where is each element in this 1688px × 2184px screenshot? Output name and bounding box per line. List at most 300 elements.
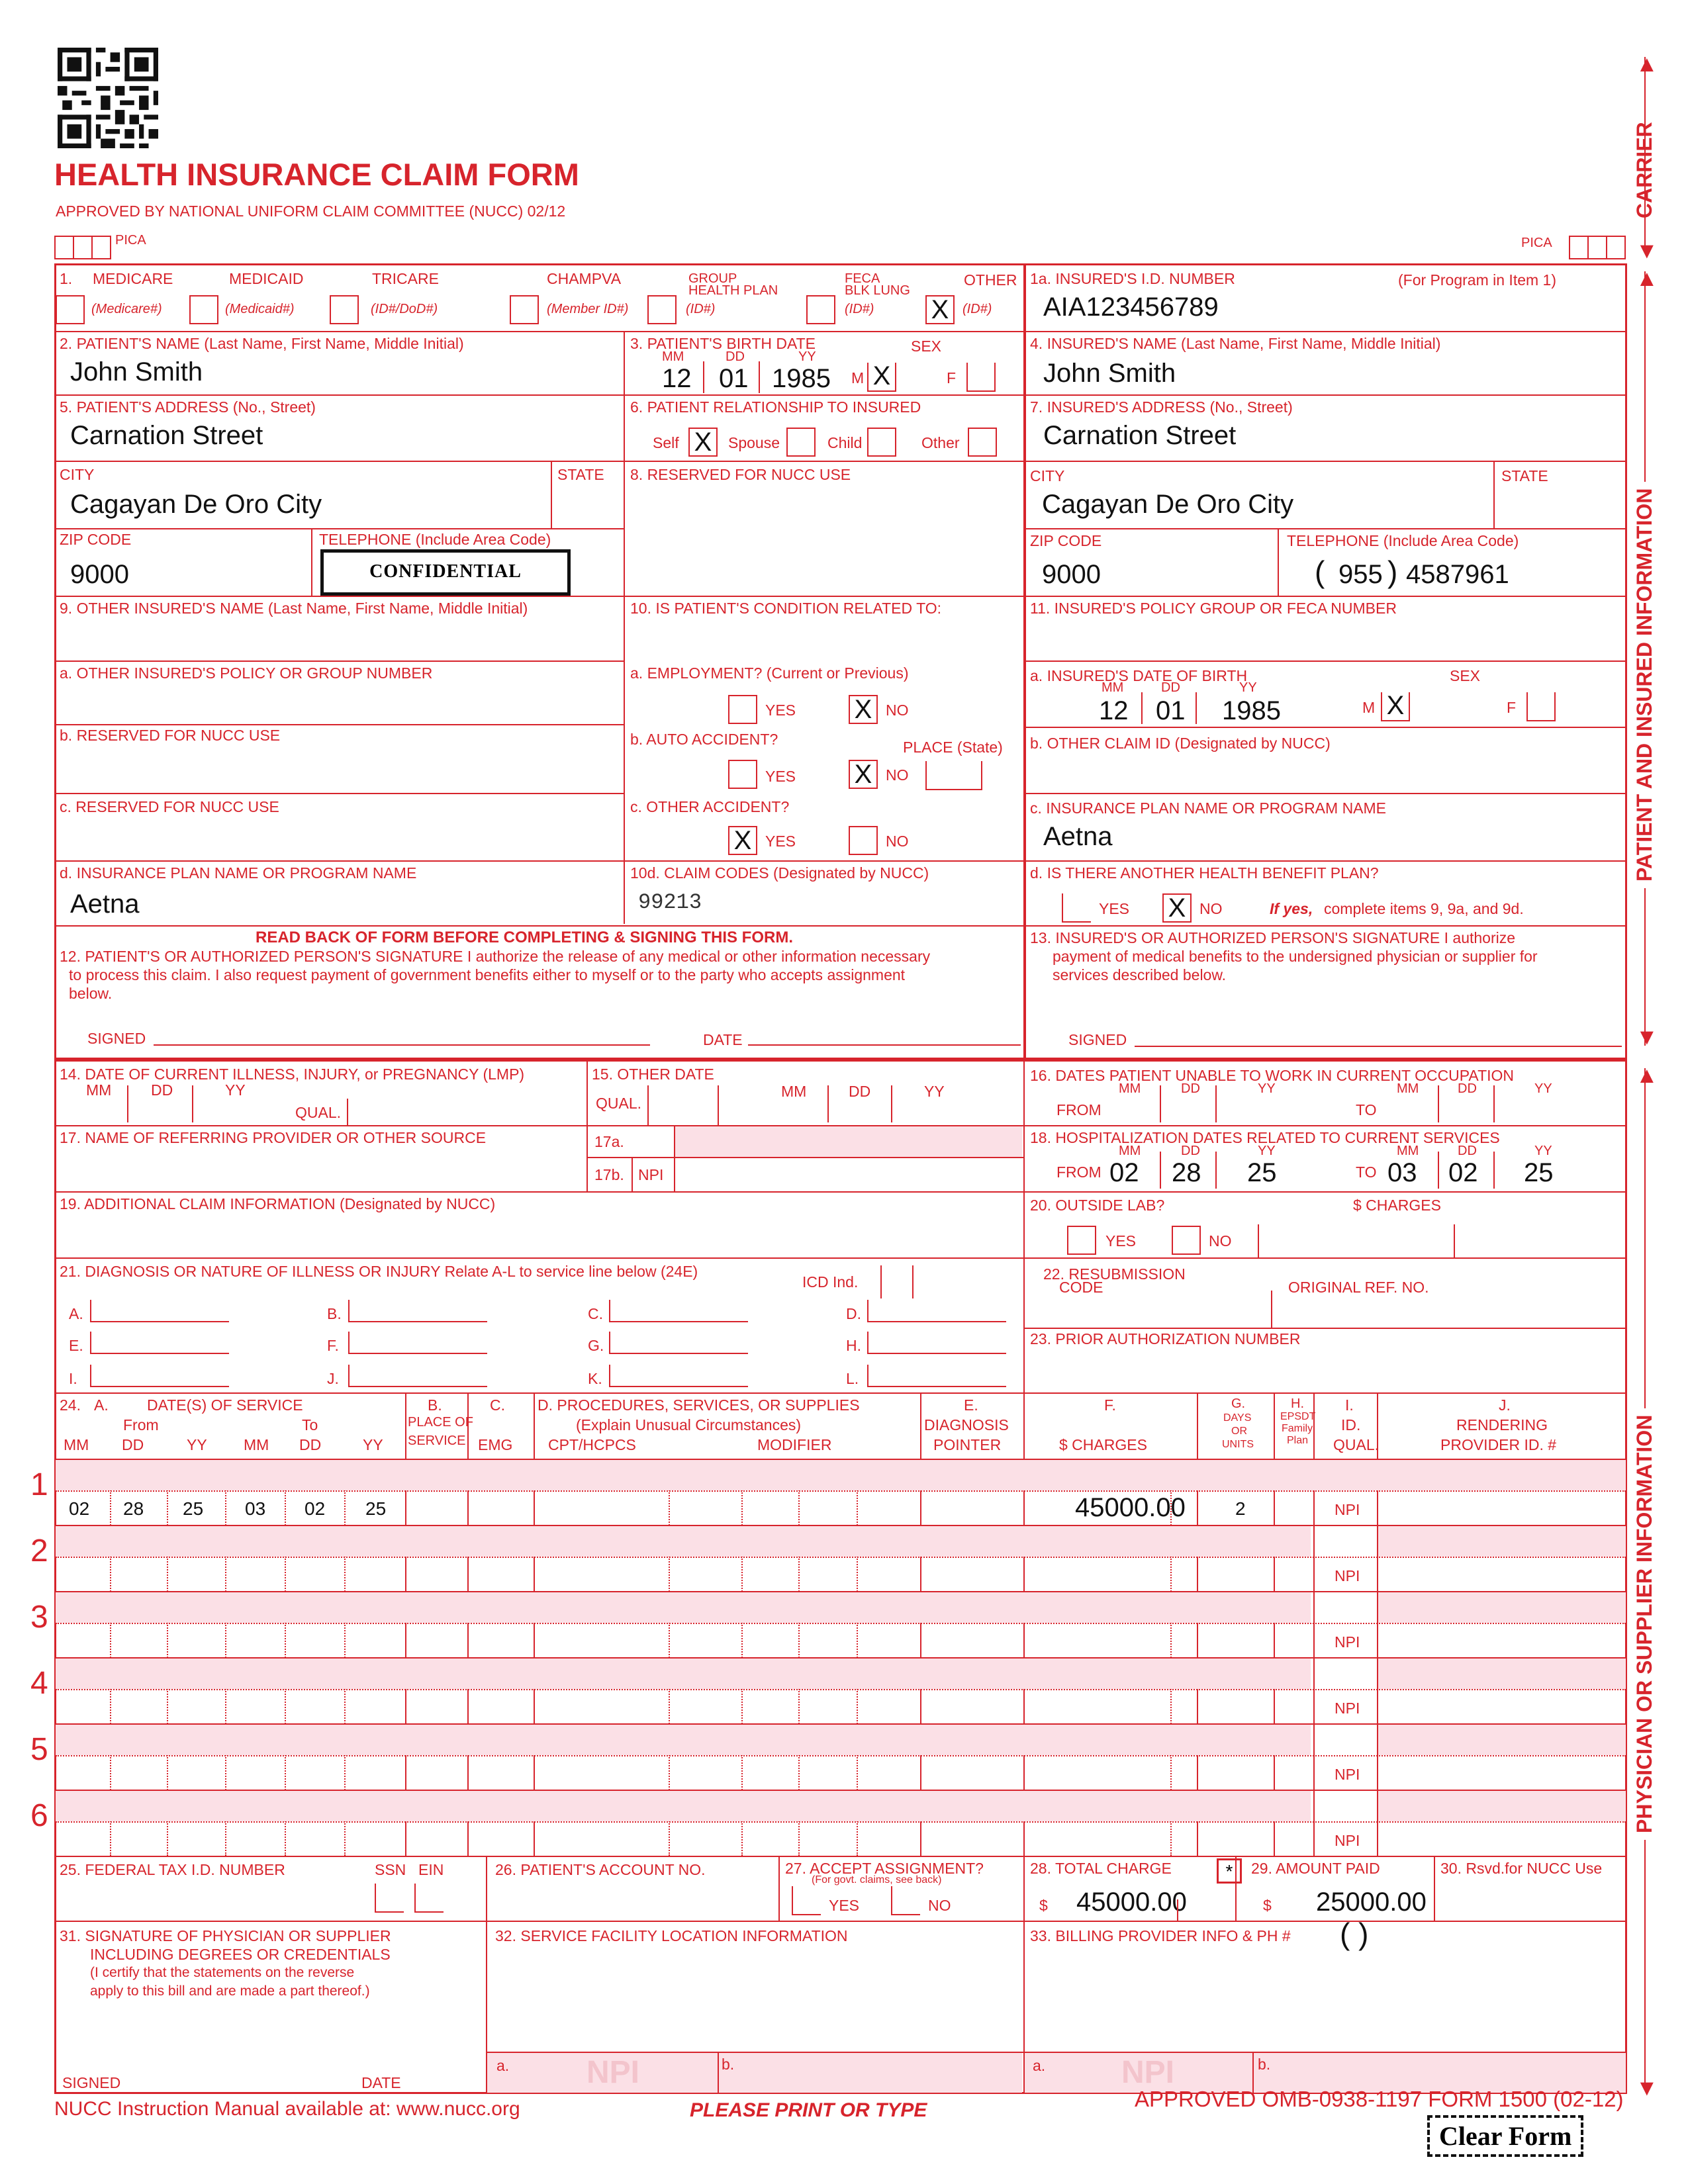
diagnosis-field[interactable] [348,1321,487,1322]
pica-box-right [1569,236,1626,259]
f8-label: 8. RESERVED FOR NUCC USE [630,466,851,483]
auto-accident-no-checkbox[interactable]: X [849,760,878,789]
line1-from-mm[interactable]: 02 [69,1498,90,1519]
champva-sub: (Member ID#) [547,302,629,316]
f10b-label: b. AUTO ACCIDENT? [630,731,778,748]
patient-sex-f-checkbox[interactable] [966,363,996,392]
f10b-yes: YES [765,768,796,785]
f32-label: 32. SERVICE FACILITY LOCATION INFORMATION [495,1927,848,1944]
f24-modifier: MODIFIER [757,1436,832,1453]
f16-mm1: MM [1119,1081,1141,1096]
f17b-label: 17b. [594,1166,624,1183]
f11d-yes: YES [1099,900,1130,917]
f24-j2: RENDERING [1456,1416,1548,1433]
f18-from: FROM [1056,1163,1102,1181]
diagnosis-letter: I. [69,1370,77,1387]
service-line-shaded[interactable] [56,1659,1311,1689]
other-accident-yes-checkbox[interactable]: X [728,826,757,855]
f18-label: 18. HOSPITALIZATION DATES RELATED TO CURRENT SERVICES [1030,1129,1500,1146]
f19-label: 19. ADDITIONAL CLAIM INFORMATION (Designated by NUCC) [60,1195,496,1212]
service-line-number: 3 [30,1600,48,1635]
f24-dd1: DD [122,1436,144,1453]
total-charge-field[interactable]: 45000.00 [1076,1888,1187,1917]
service-line-shaded[interactable] [56,1460,1626,1490]
hosp-to-dd-field[interactable]: 02 [1448,1158,1478,1187]
patient-telephone-field[interactable]: CONFIDENTIAL [320,549,571,596]
f12-line3: below. [69,985,113,1002]
medicaid-label: MEDICAID [229,270,304,287]
amount-paid-field[interactable]: 25000.00 [1316,1888,1427,1917]
another-plan-no-checkbox[interactable]: X [1162,893,1192,923]
f3-label: 3. PATIENT'S BIRTH DATE [630,335,816,352]
insured-address-field[interactable]: Carnation Street [1043,421,1237,450]
paren-open: ( [1315,555,1325,589]
f24-b3: SERVICE [408,1433,466,1448]
service-line-provider-shaded[interactable] [1378,1659,1626,1689]
f9-label: 9. OTHER INSURED'S NAME (Last Name, First Name, Middle Initial) [60,600,528,617]
birth-yy-field[interactable]: 1985 [772,364,831,393]
patient-signature-date-line[interactable] [748,1044,1021,1046]
outside-lab-no-checkbox[interactable] [1172,1226,1201,1255]
f14-dd: DD [151,1081,173,1099]
f11a-dd: DD [1161,680,1180,695]
f24-g: G. [1231,1396,1246,1411]
f28-label: 28. TOTAL CHARGE [1030,1860,1172,1877]
f13-signed: SIGNED [1068,1031,1127,1048]
clear-form-button[interactable]: Clear Form [1427,2115,1583,2157]
f33-npi-watermark: NPI [1121,2055,1175,2090]
service-line-npi: NPI [1335,1501,1360,1518]
f14-yy: YY [225,1081,246,1099]
insured-birth-dd-field[interactable]: 01 [1156,696,1186,725]
f12-signed: SIGNED [87,1030,146,1047]
accept-assignment-no-checkbox[interactable] [891,1886,920,1915]
medicaid-checkbox[interactable] [189,295,218,324]
footer-manual: NUCC Instruction Manual available at: www.nucc.org [54,2098,520,2120]
f1a-label: 1a. INSURED'S I.D. NUMBER [1030,270,1235,287]
f27-note: (For govt. claims, see back) [812,1874,942,1886]
f11d-label: d. IS THERE ANOTHER HEALTH BENEFIT PLAN? [1030,864,1379,882]
diagnosis-letter: F. [327,1337,339,1354]
insured-name-field[interactable]: John Smith [1043,359,1176,388]
f14-mm: MM [86,1081,112,1099]
f32-b: b. [722,2056,735,2073]
relationship-other-checkbox[interactable] [968,428,997,457]
f9b-label: b. RESERVED FOR NUCC USE [60,727,281,744]
diagnosis-field[interactable] [348,1386,487,1387]
f24-mm1: MM [64,1436,89,1453]
insured-zip-field[interactable]: 9000 [1042,560,1101,589]
f28-dollar: $ [1039,1897,1048,1914]
f5-state-label: STATE [557,466,604,483]
f10-label: 10. IS PATIENT'S CONDITION RELATED TO: [630,600,942,617]
insured-city-field[interactable]: Cagayan De Oro City [1042,490,1294,519]
f5-tel-label: TELEPHONE (Include Area Code) [319,531,551,548]
carrier-arrow-up: ▲ [1636,52,1658,77]
f16-yy1: YY [1258,1081,1276,1096]
f24-e3: POINTER [933,1436,1002,1453]
line1-to-dd[interactable]: 02 [305,1498,326,1519]
f10c-label: c. OTHER ACCIDENT? [630,798,790,815]
diagnosis-field[interactable] [90,1386,229,1387]
f24-h: H. [1291,1396,1304,1411]
f6-spouse: Spouse [728,434,780,451]
insurance-plan-name-field[interactable]: Aetna [1043,822,1113,851]
f9a-label: a. OTHER INSURED'S POLICY OR GROUP NUMBER [60,664,433,682]
f24-g4: UNITS [1222,1439,1254,1450]
f25-label: 25. FEDERAL TAX I.D. NUMBER [60,1861,285,1878]
patient-signature-line[interactable] [154,1044,650,1046]
birth-dd-field[interactable]: 01 [719,364,749,393]
diagnosis-field[interactable] [90,1321,229,1322]
line1-to-mm[interactable]: 03 [245,1498,266,1519]
f15-mm: MM [781,1083,807,1100]
f3-dd: DD [726,349,745,364]
f11a-f: F [1507,699,1517,716]
f28-star: * [1217,1858,1242,1884]
f11d-note-bold: If yes, [1270,900,1313,917]
insured-sex-m-checkbox[interactable]: X [1381,692,1410,721]
f32-band [487,2053,1022,2093]
f11a-sex: SEX [1450,667,1481,684]
f25-ssn: SSN [375,1861,406,1878]
f14-qual: QUAL. [295,1104,342,1121]
f10c-no: NO [886,833,909,850]
f24-i2: ID. [1341,1416,1361,1433]
f24-b2: PLACE OF [408,1415,473,1430]
tax-ssn-checkbox[interactable] [375,1884,404,1913]
relationship-child-checkbox[interactable] [867,428,896,457]
form-title: HEALTH INSURANCE CLAIM FORM [54,157,579,192]
service-line-number: 5 [30,1732,48,1767]
f16-from: FROM [1056,1101,1102,1118]
f24-h4: Plan [1287,1435,1309,1446]
f23-label: 23. PRIOR AUTHORIZATION NUMBER [1030,1330,1301,1347]
line1-to-yy[interactable]: 25 [365,1498,387,1519]
f31-line4: apply to this bill and are made a part thereof.) [90,1983,370,1999]
f16-yy2: YY [1534,1081,1552,1096]
read-back-notice: READ BACK OF FORM BEFORE COMPLETING & SIGNING THIS FORM. [256,929,793,946]
f18-dd2: DD [1458,1144,1477,1158]
insured-birth-yy-field[interactable]: 1985 [1222,696,1281,725]
f30-label: 30. Rsvd.for NUCC Use [1440,1860,1603,1877]
diagnosis-letter: E. [69,1337,83,1354]
f4-label: 4. INSURED'S NAME (Last Name, First Name, Middle Initial) [1030,335,1441,352]
diagnosis-field[interactable] [609,1321,748,1322]
other-checkbox[interactable]: X [925,295,955,324]
feca-sub: (ID#) [845,302,874,316]
service-line-provider-shaded[interactable] [1378,1791,1626,1821]
f17b-npi: NPI [638,1166,664,1183]
insured-area-code-field[interactable]: 955 [1338,560,1383,589]
employment-yes-checkbox[interactable] [728,695,757,724]
footer-print: PLEASE PRINT OR TYPE [690,2099,927,2121]
another-plan-yes-checkbox[interactable] [1062,893,1091,923]
tricare-checkbox[interactable] [330,295,359,324]
other-label: OTHER [964,271,1017,289]
service-line-provider-shaded[interactable] [1378,1725,1626,1755]
f24-h3: Family [1282,1423,1313,1434]
f31-date: DATE [361,2074,401,2091]
line1-from-dd[interactable]: 28 [123,1498,144,1519]
qr-code [57,48,159,148]
f16-to: TO [1356,1101,1377,1118]
f17a-band [674,1126,1022,1157]
f10b-place: PLACE (State) [903,739,1003,756]
paren-close: ) [1387,555,1398,589]
group-checkbox[interactable] [647,295,677,324]
f11b-label: b. OTHER CLAIM ID (Designated by NUCC) [1030,735,1331,752]
group-label-2: HEALTH PLAN [688,283,778,298]
employment-no-checkbox[interactable]: X [849,695,878,724]
f24-j3: PROVIDER ID. # [1440,1436,1557,1453]
f10a-no: NO [886,702,909,719]
f24-num: 24. [60,1396,81,1414]
f7-label: 7. INSURED'S ADDRESS (No., Street) [1030,398,1293,416]
diagnosis-letter: K. [588,1370,602,1387]
tax-ein-checkbox[interactable] [414,1884,444,1913]
auto-accident-state-field[interactable] [925,761,982,790]
f3-sex: SEX [911,338,942,355]
f24-g2: DAYS [1223,1412,1252,1424]
relationship-spouse-checkbox[interactable] [786,428,816,457]
f26-label: 26. PATIENT'S ACCOUNT NO. [495,1861,706,1878]
f11d-no: NO [1199,900,1223,917]
auto-accident-yes-checkbox[interactable] [728,760,757,789]
service-line-shaded[interactable] [56,1791,1311,1821]
f24-d: D. PROCEDURES, SERVICES, OR SUPPLIES [538,1396,860,1414]
diagnosis-field[interactable] [609,1386,748,1387]
f5-city-label: CITY [60,466,95,483]
f24-f2: $ CHARGES [1059,1436,1147,1453]
f3-f: F [947,369,957,387]
diagnosis-field[interactable] [609,1353,748,1354]
hosp-to-yy-field[interactable]: 25 [1524,1158,1554,1187]
diagnosis-field[interactable] [867,1386,1006,1387]
patient-city-field[interactable]: Cagayan De Oro City [70,490,322,519]
f3-mm: MM [662,349,684,364]
f7-state-label: STATE [1501,467,1548,484]
f24-g3: OR [1231,1426,1247,1437]
f3-m: M [851,369,865,387]
outside-lab-yes-checkbox[interactable] [1067,1226,1096,1255]
f16-dd2: DD [1458,1081,1477,1096]
f16-mm2: MM [1397,1081,1419,1096]
footer-omb: APPROVED OMB-0938-1197 FORM 1500 (02-12) [1135,2087,1624,2111]
hosp-to-mm-field[interactable]: 03 [1387,1158,1417,1187]
f11a-yy: YY [1239,680,1257,695]
f22-code: CODE [1059,1279,1103,1296]
f10d-label: 10d. CLAIM CODES (Designated by NUCC) [630,864,929,882]
f24-yy1: YY [187,1436,207,1453]
diagnosis-field[interactable] [867,1353,1006,1354]
patient-address-field[interactable]: Carnation Street [70,421,263,450]
f10b-no: NO [886,766,909,784]
f32-a: a. [496,2057,510,2074]
service-line-number: 4 [30,1666,48,1701]
f33-label: 33. BILLING PROVIDER INFO & PH # [1030,1927,1291,1944]
f10a-yes: YES [765,702,796,719]
pica-box-left [54,236,111,259]
pica-label-right: PICA [1521,236,1552,250]
f24-h2: EPSDT [1280,1411,1316,1422]
service-line-shaded[interactable] [56,1526,1311,1557]
service-line-provider-shaded[interactable] [1378,1592,1626,1623]
medicaid-sub: (Medicaid#) [225,302,295,316]
diagnosis-letter: D. [846,1305,861,1322]
pica-label-left: PICA [115,233,146,248]
f24-from: From [123,1416,159,1433]
tricare-label: TRICARE [372,270,439,287]
f15-dd: DD [849,1083,871,1100]
service-line-number: 1 [30,1467,48,1502]
accept-assignment-yes-checkbox[interactable] [792,1886,821,1915]
relationship-self-checkbox[interactable]: X [688,428,718,457]
service-line-npi: NPI [1335,1567,1360,1584]
service-line-shaded[interactable] [56,1592,1311,1623]
f11-label: 11. INSURED'S POLICY GROUP OR FECA NUMBER [1030,600,1397,617]
other-accident-no-checkbox[interactable] [849,826,878,855]
f20-yes: YES [1105,1232,1137,1250]
insured-phone-field[interactable]: 4587961 [1406,560,1509,589]
f18-yy2: YY [1534,1144,1552,1158]
f31-line3: (I certify that the statements on the reverse [90,1965,355,1980]
f15-qual: QUAL. [596,1095,642,1112]
insured-sex-f-checkbox[interactable] [1526,692,1556,721]
f11d-note: complete items 9, 9a, and 9d. [1324,900,1524,917]
f24-e: E. [964,1396,978,1414]
f32-npi-watermark: NPI [586,2055,640,2090]
f18-mm2: MM [1397,1144,1419,1158]
f21-icd: ICD Ind. [802,1273,859,1291]
f7-tel-label: TELEPHONE (Include Area Code) [1287,532,1519,549]
diagnosis-letter: A. [69,1305,83,1322]
f22-label: 22. RESUBMISSION [1043,1265,1186,1283]
other-plan-name-field[interactable]: Aetna [70,889,140,919]
service-line-npi: NPI [1335,1633,1360,1651]
approved-line: APPROVED BY NATIONAL UNIFORM CLAIM COMMITTEE (NUCC) 02/12 [56,203,566,220]
f29-dollar: $ [1263,1897,1272,1914]
f24-j: J. [1499,1396,1511,1414]
patient-name-field[interactable]: John Smith [70,357,203,387]
other-sub: (ID#) [962,302,992,316]
f18-dd1: DD [1181,1144,1200,1158]
diagnosis-letter: G. [588,1337,604,1354]
f24-i: I. [1345,1396,1354,1414]
f9d-label: d. INSURANCE PLAN NAME OR PROGRAM NAME [60,864,417,882]
f18-mm1: MM [1119,1144,1141,1158]
f31-line2: INCLUDING DEGREES OR CREDENTIALS [90,1946,391,1963]
f12-line2: to process this claim. I also request payment of government benefits either to myself or to the party who accepts assignment [69,966,906,983]
f21-label: 21. DIAGNOSIS OR NATURE OF ILLNESS OR INJURY Relate A-L to service line below (24E) [60,1263,698,1280]
patient-sex-m-checkbox[interactable]: X [867,363,896,392]
f16-label: 16. DATES PATIENT UNABLE TO WORK IN CURRENT OCCUPATION [1030,1067,1515,1084]
medicare-checkbox[interactable] [56,295,85,324]
insured-birth-mm-field[interactable]: 12 [1099,696,1129,725]
service-line-npi: NPI [1335,1832,1360,1849]
service-line-provider-shaded[interactable] [1378,1526,1626,1557]
champva-label: CHAMPVA [547,270,622,287]
f25-ein: EIN [418,1861,444,1878]
line1-units[interactable]: 2 [1235,1498,1246,1519]
program-num: 1. [60,270,73,287]
service-line-npi: NPI [1335,1700,1360,1717]
group-sub: (ID#) [686,302,716,316]
f5-label: 5. PATIENT'S ADDRESS (No., Street) [60,398,316,416]
diagnosis-field[interactable] [867,1321,1006,1322]
diagnosis-letter: H. [846,1337,861,1354]
feca-checkbox[interactable] [806,295,835,324]
f27-yes: YES [829,1897,860,1914]
f20-label: 20. OUTSIDE LAB? [1030,1197,1165,1214]
f6-other: Other [921,434,960,451]
insured-signature-line[interactable] [1135,1046,1622,1047]
hosp-from-dd-field[interactable]: 28 [1172,1158,1201,1187]
f13-line2: payment of medical benefits to the undersigned physician or supplier for [1053,948,1538,965]
f31-label: 31. SIGNATURE OF PHYSICIAN OR SUPPLIER [60,1927,391,1944]
feca-label-2: BLK LUNG [845,283,910,298]
f33-b: b. [1258,2056,1271,2073]
diagnosis-letter: L. [846,1370,859,1387]
f22-orig: ORIGINAL REF. NO. [1288,1279,1429,1296]
f6-self: Self [653,434,679,451]
insured-id-field[interactable]: AIA123456789 [1043,293,1219,322]
f24-to: To [302,1416,318,1433]
f24-dd2: DD [299,1436,322,1453]
f20-charges: $ CHARGES [1353,1197,1441,1214]
f13-label: 13. INSURED'S OR AUTHORIZED PERSON'S SIGNATURE I authorize [1030,929,1516,946]
f12-date: DATE [703,1031,743,1048]
f24-d2: (Explain Unusual Circumstances) [576,1416,802,1433]
f24-f: F. [1104,1396,1116,1414]
f11c-label: c. INSURANCE PLAN NAME OR PROGRAM NAME [1030,799,1387,817]
physician-arrow-down: ▼ [1636,2075,1658,2101]
f27-no: NO [928,1897,951,1914]
diagnosis-field[interactable] [348,1353,487,1354]
patient-arrow-down: ▼ [1636,1024,1658,1050]
tricare-sub: (ID#/DoD#) [371,302,438,316]
f15-label: 15. OTHER DATE [592,1066,714,1083]
f10c-yes: YES [765,833,796,850]
medicare-sub: (Medicare#) [91,302,162,316]
line1-from-yy[interactable]: 25 [183,1498,204,1519]
f31-signed: SIGNED [62,2074,121,2091]
f1a-note: (For Program in Item 1) [1398,271,1556,289]
group-label: GROUP [688,271,737,286]
f18-to: TO [1356,1163,1377,1181]
champva-checkbox[interactable] [510,295,539,324]
hosp-from-mm-field[interactable]: 02 [1109,1158,1139,1187]
f6-label: 6. PATIENT RELATIONSHIP TO INSURED [630,398,921,416]
birth-mm-field[interactable]: 12 [662,364,692,393]
f33-paren: ( ) [1340,1917,1369,1951]
f7-city-label: CITY [1030,467,1065,484]
line1-charges[interactable]: 45000.00 [1075,1493,1186,1522]
f13-line3: services described below. [1053,966,1227,983]
service-line-shaded[interactable] [56,1725,1311,1755]
f16-dd1: DD [1181,1081,1200,1096]
service-line-number: 2 [30,1533,48,1569]
f18-yy1: YY [1258,1144,1276,1158]
patient-zip-field[interactable]: 9000 [70,560,129,589]
diagnosis-field[interactable] [90,1353,229,1354]
hosp-from-yy-field[interactable]: 25 [1247,1158,1277,1187]
claim-codes-field[interactable]: 99213 [638,890,702,915]
f24-mm2: MM [244,1436,269,1453]
diagnosis-letter: B. [327,1305,342,1322]
f24-e2: DIAGNOSIS [924,1416,1009,1433]
service-line-number: 6 [30,1798,48,1833]
